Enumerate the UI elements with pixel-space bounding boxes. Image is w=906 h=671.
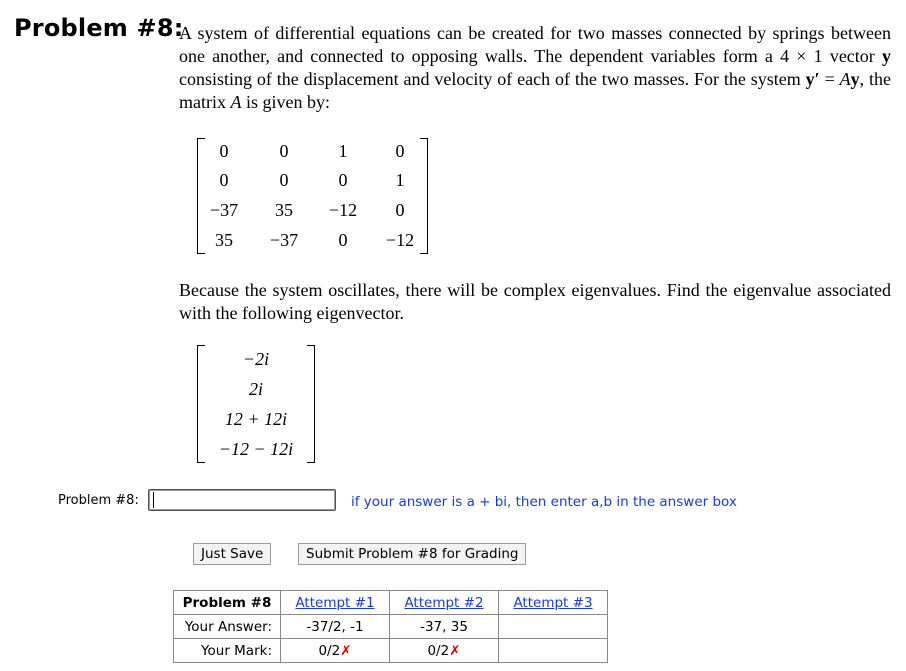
matrix-cell: 0 [395, 200, 405, 220]
matrix-cell: 0 [219, 141, 229, 161]
matrix-cell: 0 [279, 170, 289, 190]
attempt-2-mark [390, 639, 499, 663]
answer-input[interactable] [148, 489, 336, 511]
mark-value: 0/2 [318, 642, 341, 659]
wrong-x-icon: ✗ [340, 642, 352, 659]
matrix-a [197, 138, 428, 254]
attempt-2-link-cell[interactable] [390, 591, 499, 615]
matrix-cell: 1 [338, 141, 348, 161]
matrix-cell: 0 [338, 230, 348, 250]
answer-label: Problem #8: [58, 493, 139, 508]
problem-statement: A system of differential equations can be created for two masses connected by springs between one another, and connected to opposing walls. The dependent variables form a 4 × 1 vector y consisting of the displacement and velocity of each of the two masses. For the system y′ = Ay, the matrix A is given by: [179, 23, 891, 112]
matrix-cell: −12 [328, 200, 358, 220]
submit-button[interactable]: Submit Problem #8 for Grading [298, 543, 526, 565]
matrix-cell: 35 [275, 200, 293, 220]
matrix-cell: −37 [269, 230, 299, 250]
vector-entry: 2i [248, 379, 263, 399]
vector-entry: −12 − 12i [218, 439, 294, 459]
table-row [174, 615, 608, 639]
vector-entry: 12 + 12i [224, 409, 288, 429]
matrix-cell: 0 [219, 170, 229, 190]
matrix-cell: 35 [215, 230, 233, 250]
matrix-cell: 1 [395, 170, 405, 190]
attempt-3-link[interactable]: Attempt #3 [513, 594, 593, 611]
attempt-1-link-cell[interactable] [281, 591, 390, 615]
matrix-cell: −12 [385, 230, 415, 250]
attempt-1-link[interactable]: Attempt #1 [295, 594, 375, 611]
answer-hint: if your answer is a + bi, then enter a,b in the answer box [351, 494, 737, 510]
your-mark-label: Your Mark: [174, 639, 281, 663]
matrix-cell: 0 [395, 141, 405, 161]
attempt-2-link[interactable]: Attempt #2 [404, 594, 484, 611]
attempt-1-answer: -37/2, -1 [281, 615, 390, 639]
eigen-question: Because the system oscillates, there will be complex eigenvalues. Find the eigenvalue associated with the following eigenvector. [179, 280, 891, 323]
attempt-3-link-cell[interactable] [499, 591, 608, 615]
attempt-3-answer [499, 615, 608, 639]
vector-entry: −2i [242, 349, 270, 369]
mark-value: 0/2 [427, 642, 450, 659]
matrix-cell: 0 [279, 141, 289, 161]
just-save-button[interactable]: Just Save [193, 543, 271, 565]
matrix-cell: −37 [209, 200, 239, 220]
attempt-3-mark [499, 639, 608, 663]
attempts-table [173, 590, 608, 663]
attempts-header: Problem #8 [174, 591, 281, 615]
text-cursor [153, 492, 154, 508]
attempt-2-answer: -37, 35 [390, 615, 499, 639]
attempt-1-mark [281, 639, 390, 663]
table-row [174, 639, 608, 663]
matrix-cell: 0 [338, 170, 348, 190]
table-row [174, 591, 608, 615]
wrong-x-icon: ✗ [449, 642, 461, 659]
eigenvector [197, 345, 315, 463]
problem-title: Problem #8: [14, 14, 184, 42]
your-answer-label: Your Answer: [174, 615, 281, 639]
